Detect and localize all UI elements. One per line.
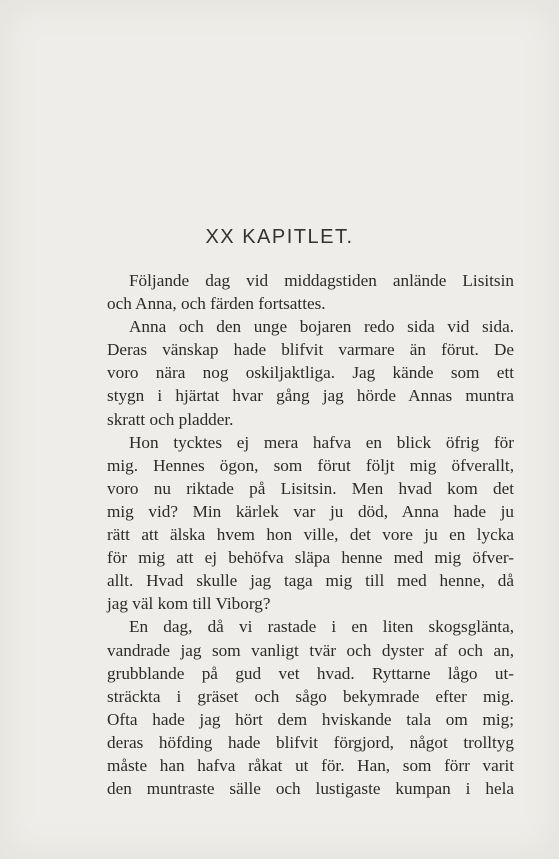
text-line: Ofta hade jag hört dem hviskande tala om mig; xyxy=(107,709,514,729)
text-line: allt. Hvad skulle jag taga mig till med henne, då xyxy=(107,571,514,591)
text-line: deras höfding hade blifvit förgjord, något trolltyg xyxy=(107,732,514,752)
text-line: voro nära nog oskiljaktliga. Jag kände som ett xyxy=(107,363,514,383)
text-line: mig. Hennes ögon, som förut följt mig öfverallt, xyxy=(107,455,514,475)
body-text xyxy=(107,269,514,800)
text-line: Anna och den unge bojaren redo sida vid sida. xyxy=(129,317,514,337)
chapter-title: XX KAPITLET. xyxy=(205,226,354,248)
text-line: Följande dag vid middagstiden anlände Lisitsin xyxy=(129,271,514,290)
text-line: mig vid? Min kärlek var ju död, Anna hade ju xyxy=(107,501,514,521)
text-line: grubblande på gud vet hvad. Ryttarne lågo ut- xyxy=(107,663,514,683)
text-line: stygn i hjärtat hvar gång jag hörde Annas muntra xyxy=(107,386,514,406)
text-line: för mig att ej behöfva släpa henne med mig öfver- xyxy=(107,548,514,568)
text-line: voro nu riktade på Lisitsin. Men hvad kom det xyxy=(107,478,514,498)
text-line: En dag, då vi rastade i en liten skogsglänta, xyxy=(129,617,514,637)
text-line: och Anna, och färden fortsattes. xyxy=(107,294,326,314)
text-line: måste han hafva råkat ut för. Han, som förr varit xyxy=(107,755,514,775)
text-line: skratt och pladder. xyxy=(107,409,234,429)
text-line: vandrade jag som vanligt tvär och dyster af och an, xyxy=(107,640,514,660)
text-line: den muntraste sälle och lustigaste kumpan i hela xyxy=(107,779,514,799)
text-line: jag väl kom till Viborg? xyxy=(107,594,271,614)
text-line: Deras vänskap hade blifvit varmare än förut. De xyxy=(107,340,514,360)
text-line: Hon tycktes ej mera hafva en blick öfrig för xyxy=(129,432,514,452)
text-line: sträckta i gräset och sågo bekymrade efter mig. xyxy=(107,686,514,706)
text-line: rätt att älska hvem hon ville, det vore ju en lycka xyxy=(107,525,514,545)
